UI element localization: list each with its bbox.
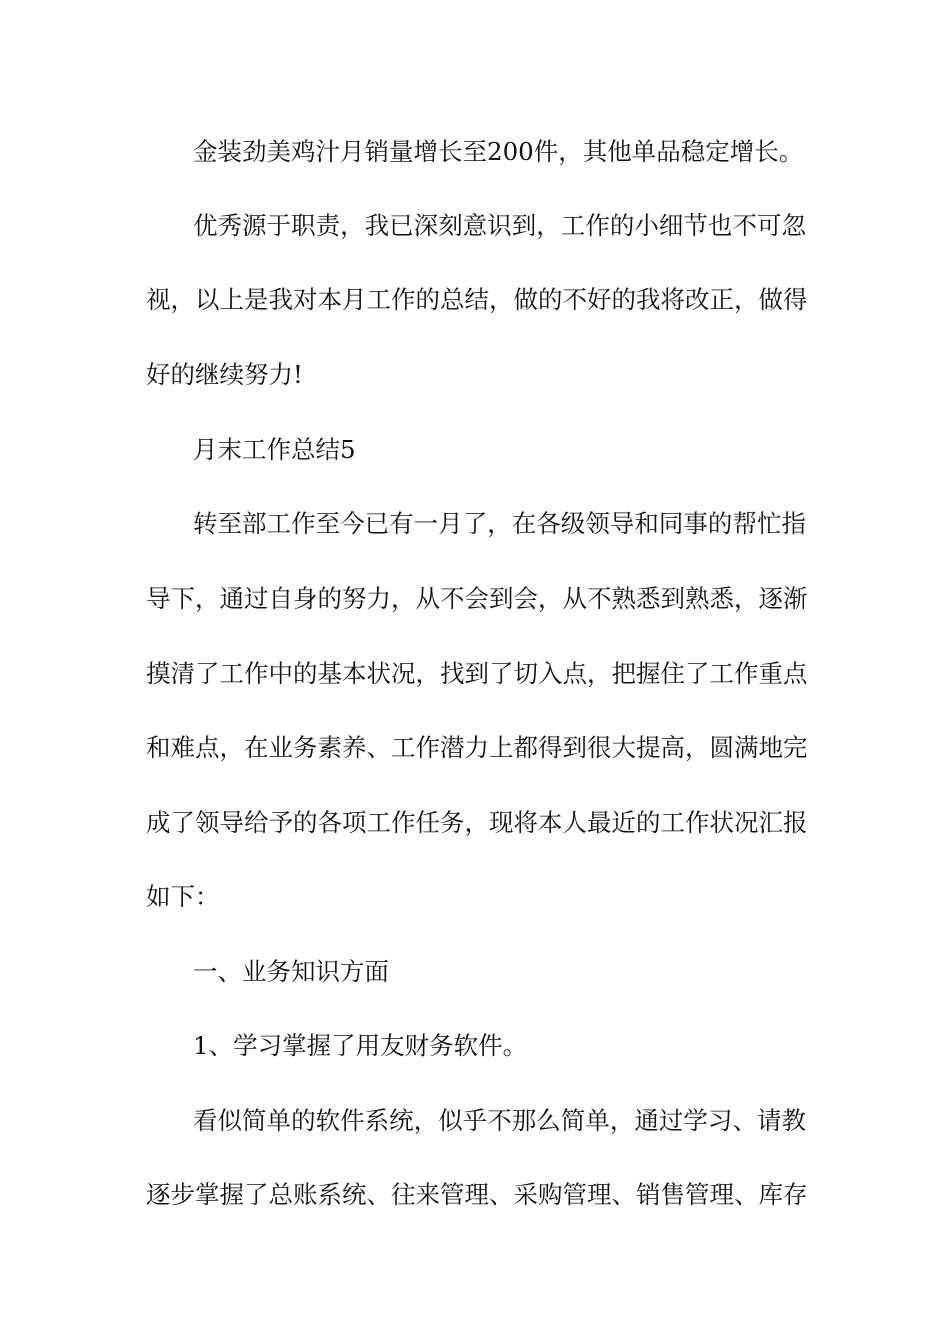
text-line-9: 和难点，在业务素养、工作潜力上都得到很大提高，圆满地完 [146,733,808,762]
subheading-business-knowledge: 一、业务知识方面 [193,957,389,986]
text-line-7: 导下，通过自身的努力，从不会到会，从不熟悉到熟悉，逐渐 [146,584,808,613]
text-line-1: 金装劲美鸡汁月销量增长至200件，其他单品稳定增长。 [193,137,804,166]
text-line-10: 成了领导给予的各项工作任务，现将本人最近的工作状况汇报 [146,808,808,837]
text-line-2: 优秀源于职责，我已深刻意识到，工作的小细节也不可忽 [193,211,806,240]
text-line-14: 看似简单的软件系统，似乎不那么简单，通过学习、请教 [193,1106,806,1135]
text-line-8: 摸清了工作中的基本状况，找到了切入点，把握住了工作重点 [146,659,808,688]
list-item-1: 1、学习掌握了用友财务软件。 [193,1031,528,1060]
text-line-15: 逐步掌握了总账系统、往来管理、采购管理、销售管理、库存 [146,1180,808,1209]
text-line-3: 视，以上是我对本月工作的总结，做的不好的我将改正，做得 [146,285,808,314]
text-line-4: 好的继续努力! [146,360,303,389]
text-line-6: 转至部工作至今已有一月了，在各级领导和同事的帮忙指 [193,509,806,538]
section-title: 月末工作总结5 [193,435,356,464]
text-line-11: 如下： [146,882,220,911]
